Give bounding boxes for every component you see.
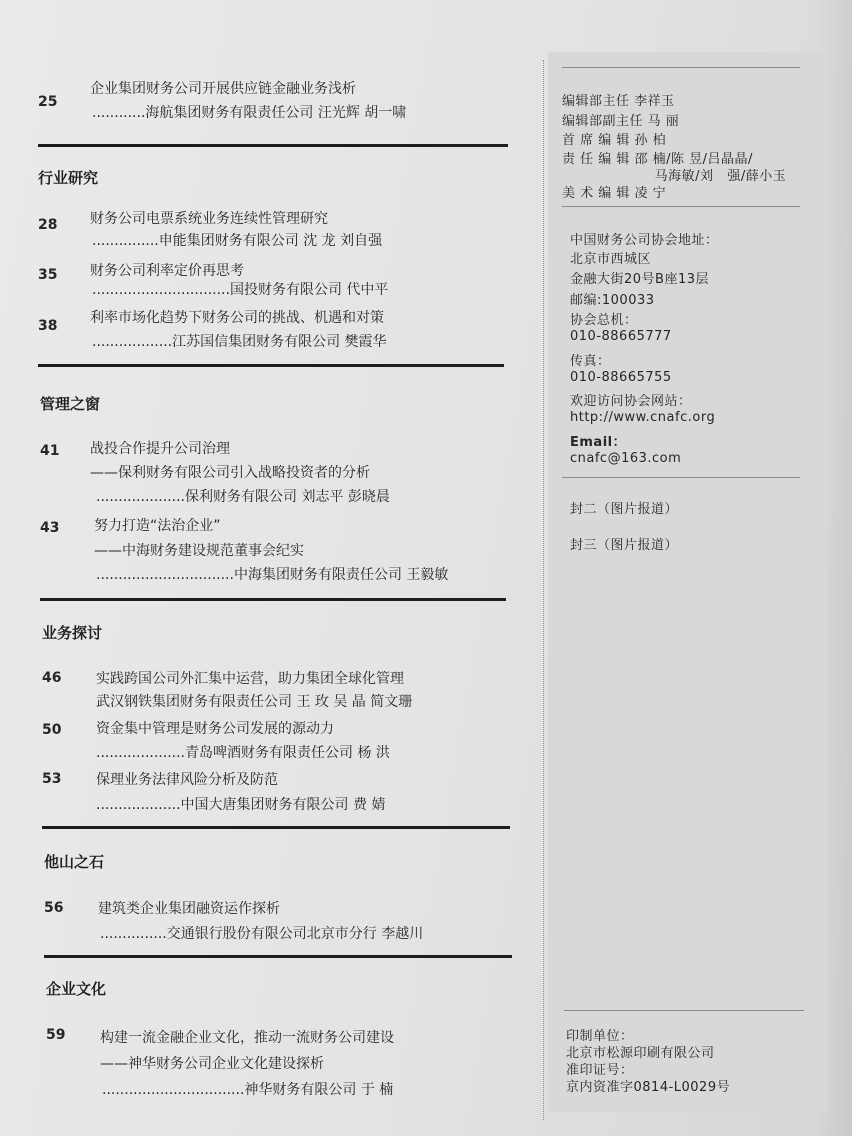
article-author: ................................神华财务有限公司 于 楠 <box>102 1082 394 1098</box>
article-title[interactable]: 努力打造“法治企业” <box>94 518 221 534</box>
section-divider <box>44 955 512 958</box>
email-link[interactable]: cnafc@163.com <box>570 451 682 466</box>
page-number: 41 <box>40 443 60 459</box>
staff-line: 首 席 编 辑 孙 柏 <box>562 133 667 148</box>
article-subtitle: ——保利财务有限公司引入战略投资者的分析 <box>90 465 370 481</box>
article-author: ...............................国投财务有限公司 代中平 <box>92 282 389 298</box>
article-title[interactable]: 实践跨国公司外汇集中运营，助力集团全球化管理 <box>96 671 404 687</box>
page-number: 28 <box>38 217 58 233</box>
inside-front-cover: 封二（图片报道） <box>570 502 679 517</box>
printing-line: 京内资准字0814-L0029号 <box>566 1080 731 1095</box>
staff-line: 美 术 编 辑 凌 宁 <box>562 186 667 201</box>
contact-line: 邮编:100033 <box>570 293 655 308</box>
article-subtitle: ——神华财务公司企业文化建设探析 <box>100 1056 324 1072</box>
article-author: ....................保利财务有限公司 刘志平 彭晓晨 <box>96 489 390 505</box>
info-sidebar <box>548 52 828 1112</box>
sidebar-rule <box>562 477 800 478</box>
staff-line: 责 任 编 辑 邵 楠/陈 昱/吕晶晶/ <box>562 152 753 167</box>
article-title[interactable]: 企业集团财务公司开展供应链金融业务浅析 <box>90 81 356 97</box>
sidebar-rule <box>564 1010 804 1011</box>
page-number: 43 <box>40 520 60 536</box>
section-heading-industry: 行业研究 <box>38 169 99 187</box>
article-title[interactable]: 利率市场化趋势下财务公司的挑战、机遇和对策 <box>90 310 384 326</box>
printing-line: 准印证号： <box>566 1063 634 1078</box>
staff-line: 马海敏/刘 强/薛小玉 <box>562 169 787 184</box>
inside-back-cover: 封三（图片报道） <box>570 538 679 553</box>
website-link[interactable]: http://www.cnafc.org <box>570 410 716 425</box>
contact-line: 中国财务公司协会地址： <box>570 233 719 248</box>
contact-line: 北京市西城区 <box>570 252 652 267</box>
printing-line: 印制单位： <box>566 1029 634 1044</box>
article-author: ............海航集团财务有限责任公司 汪光辉 胡一啸 <box>92 105 407 121</box>
section-divider <box>42 826 510 829</box>
section-heading-business: 业务探讨 <box>42 624 103 642</box>
article-title[interactable]: 资金集中管理是财务公司发展的源动力 <box>96 721 334 737</box>
sidebar-rule <box>562 206 800 207</box>
page-number: 50 <box>42 722 62 738</box>
article-author: ...............交通银行股份有限公司北京市分行 李越川 <box>100 926 424 942</box>
article-author: ...................中国大唐集团财务有限公司 费 婧 <box>96 797 386 813</box>
contact-line: 协会总机： <box>570 313 638 328</box>
section-divider <box>38 144 508 147</box>
article-title[interactable]: 建筑类企业集团融资运作探析 <box>98 901 280 917</box>
contact-line: Email： <box>570 435 627 450</box>
article-title[interactable]: 财务公司电票系统业务连续性管理研究 <box>90 211 328 227</box>
page-number: 25 <box>38 94 58 110</box>
contact-line: 金融大街20号B座13层 <box>570 272 710 287</box>
section-heading-other-stones: 他山之石 <box>44 853 105 871</box>
article-title[interactable]: 构建一流金融企业文化，推动一流财务公司建设 <box>100 1030 394 1046</box>
section-heading-management: 管理之窗 <box>40 395 101 413</box>
staff-line: 编辑部副主任 马 丽 <box>562 114 680 129</box>
article-title[interactable]: 财务公司利率定价再思考 <box>90 263 244 279</box>
printing-line: 北京市松源印刷有限公司 <box>566 1046 715 1061</box>
page-number: 53 <box>42 771 62 787</box>
contact-line: 欢迎访问协会网站： <box>570 394 692 409</box>
article-author: ...............申能集团财务有限公司 沈 龙 刘自强 <box>92 233 383 249</box>
article-author: 武汉钢铁集团财务有限责任公司 王 玫 吴 晶 简文珊 <box>96 694 413 710</box>
page-number: 59 <box>46 1027 66 1043</box>
article-title[interactable]: 保理业务法律风险分析及防范 <box>96 772 278 788</box>
section-heading-culture: 企业文化 <box>46 980 107 998</box>
section-divider <box>38 364 504 367</box>
article-author: ....................青岛啤酒财务有限责任公司 杨 洪 <box>96 745 390 761</box>
page-number: 38 <box>38 318 58 334</box>
page-number: 46 <box>42 670 62 686</box>
contact-line: 传真： <box>570 354 611 369</box>
article-title[interactable]: 战投合作提升公司治理 <box>90 441 230 457</box>
article-author: ...............................中海集团财务有限责任公司 王毅敏 <box>96 567 449 583</box>
staff-line: 编辑部主任 李祥玉 <box>562 94 675 109</box>
contact-line: 010-88665777 <box>570 329 672 344</box>
article-subtitle: ——中海财务建设规范董事会纪实 <box>94 543 304 559</box>
page-number: 35 <box>38 267 58 283</box>
contact-line: 010-88665755 <box>570 370 672 385</box>
article-author: ..................江苏国信集团财务有限公司 樊霞华 <box>92 334 387 350</box>
column-separator <box>543 60 544 1120</box>
page-number: 56 <box>44 900 64 916</box>
section-divider <box>40 598 506 601</box>
sidebar-rule <box>562 67 800 68</box>
